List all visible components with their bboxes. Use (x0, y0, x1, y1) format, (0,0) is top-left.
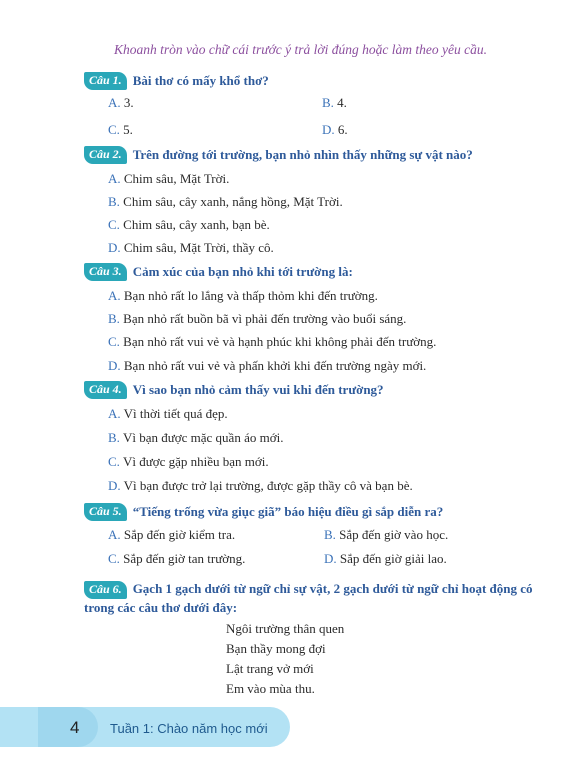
q3-option-c[interactable] (108, 334, 436, 350)
footer-page-tab (38, 707, 98, 747)
q4-option-d[interactable] (108, 478, 413, 494)
instruction-text: Khoanh tròn vào chữ cái trước ý trả lời đúng hoặc làm theo yêu cầu. (114, 42, 487, 57)
option-text: Sắp đến giờ giải lao. (339, 551, 447, 566)
option-text: Vì thời tiết quá đẹp. (123, 406, 228, 421)
option-letter: C. (108, 334, 120, 349)
option-letter: B. (108, 430, 120, 445)
q5-option-a[interactable] (108, 527, 235, 543)
option-letter: D. (108, 240, 121, 255)
option-letter: D. (108, 478, 121, 493)
question-3-badge: Câu 3. (84, 263, 127, 281)
option-text: Chim sâu, Mặt Trời, thầy cô. (123, 240, 274, 255)
question-6 (84, 580, 544, 616)
question-6-text (84, 580, 544, 616)
poem-line-2: Bạn thầy mong đợi (226, 641, 326, 656)
option-text: Vì bạn được mặc quần áo mới. (122, 430, 284, 445)
q5-option-c[interactable] (108, 551, 245, 567)
option-letter: B. (108, 194, 120, 209)
option-letter: A. (108, 527, 121, 542)
option-text: Vì được gặp nhiều bạn mới. (122, 454, 269, 469)
option-letter: A. (108, 95, 121, 110)
question-2-badge: Câu 2. (84, 146, 127, 164)
option-text: Bạn nhỏ rất vui vẻ và hạnh phúc khi không phải đến trường. (123, 334, 437, 349)
q1-option-a[interactable] (108, 95, 134, 111)
option-letter: C. (108, 551, 120, 566)
question-1 (84, 72, 269, 90)
q4-option-b[interactable] (108, 430, 283, 446)
q2-option-a[interactable] (108, 171, 229, 187)
option-text: Chim sâu, Mặt Trời. (123, 171, 230, 186)
option-letter: D. (322, 122, 335, 137)
q2-option-d[interactable] (108, 240, 274, 256)
q1-option-d[interactable] (322, 122, 348, 138)
option-text: 3. (123, 95, 134, 110)
q4-option-a[interactable] (108, 406, 228, 422)
question-4 (84, 381, 384, 399)
option-letter: B. (108, 311, 120, 326)
q1-option-c[interactable] (108, 122, 133, 138)
option-text: 4. (337, 95, 347, 110)
q4-option-c[interactable] (108, 454, 269, 470)
q2-option-b[interactable] (108, 194, 343, 210)
option-text: Bạn nhỏ rất lo lắng và thấp thỏm khi đến trường. (123, 288, 378, 303)
option-letter: B. (322, 95, 334, 110)
q5-option-d[interactable] (324, 551, 447, 567)
question-1-badge: Câu 1. (84, 72, 127, 90)
option-text: 6. (337, 122, 348, 137)
option-letter: A. (108, 406, 121, 421)
q5-option-b[interactable] (324, 527, 448, 543)
q2-option-c[interactable] (108, 217, 270, 233)
q3-option-a[interactable] (108, 288, 378, 304)
question-5 (84, 503, 443, 521)
option-text: Vì bạn được trở lại trường, được gặp thầy cô và bạn bè. (123, 478, 413, 493)
option-text: 5. (123, 122, 133, 137)
option-letter: C. (108, 454, 120, 469)
page-number: 4 (70, 718, 80, 737)
option-letter: C. (108, 122, 120, 137)
question-5-text: “Tiếng trống vừa giục giã” báo hiệu điều gì sắp diễn ra? (132, 504, 444, 519)
q1-option-b[interactable] (322, 95, 347, 111)
question-4-text: Vì sao bạn nhỏ cảm thấy vui khi đến trường? (132, 382, 384, 397)
option-letter: A. (108, 171, 121, 186)
option-letter: D. (108, 358, 121, 373)
poem-line-3: Lật trang vở mới (226, 661, 314, 676)
question-6-instruction: Gạch 1 gạch dưới từ ngữ chỉ sự vật, 2 gạch dưới từ ngữ chỉ hoạt động có trong các câu thơ dưới đây: (84, 581, 533, 615)
question-3 (84, 263, 353, 281)
poem-line-1: Ngôi trường thân quen (226, 621, 345, 636)
option-text: Bạn nhỏ rất buồn bã vì phải đến trường vào buổi sáng. (123, 311, 407, 326)
question-2 (84, 146, 473, 164)
question-1-text: Bài thơ có mấy khổ thơ? (132, 73, 269, 88)
q3-option-b[interactable] (108, 311, 406, 327)
option-letter: B. (324, 527, 336, 542)
option-text: Chim sâu, cây xanh, bạn bè. (123, 217, 270, 232)
question-6-badge: Câu 6. (84, 581, 127, 599)
option-letter: A. (108, 288, 121, 303)
option-text: Bạn nhỏ rất vui vẻ và phấn khởi khi đến trường ngày mới. (123, 358, 427, 373)
option-text: Sắp đến giờ tan trường. (123, 551, 246, 566)
question-3-text: Cảm xúc của bạn nhỏ khi tới trường là: (132, 264, 353, 279)
option-letter: D. (324, 551, 337, 566)
option-letter: C. (108, 217, 120, 232)
question-5-badge: Câu 5. (84, 503, 127, 521)
question-2-text: Trên đường tới trường, bạn nhỏ nhìn thấy những sự vật nào? (132, 147, 473, 162)
poem-line-4: Em vào mùa thu. (226, 681, 315, 696)
footer-title: Tuần 1: Chào năm học mới (110, 721, 268, 736)
option-text: Sắp đến giờ vào học. (339, 527, 449, 542)
q3-option-d[interactable] (108, 358, 426, 374)
question-4-badge: Câu 4. (84, 381, 127, 399)
option-text: Chim sâu, cây xanh, nắng hồng, Mặt Trời. (123, 194, 343, 209)
option-text: Sắp đến giờ kiểm tra. (123, 527, 236, 542)
